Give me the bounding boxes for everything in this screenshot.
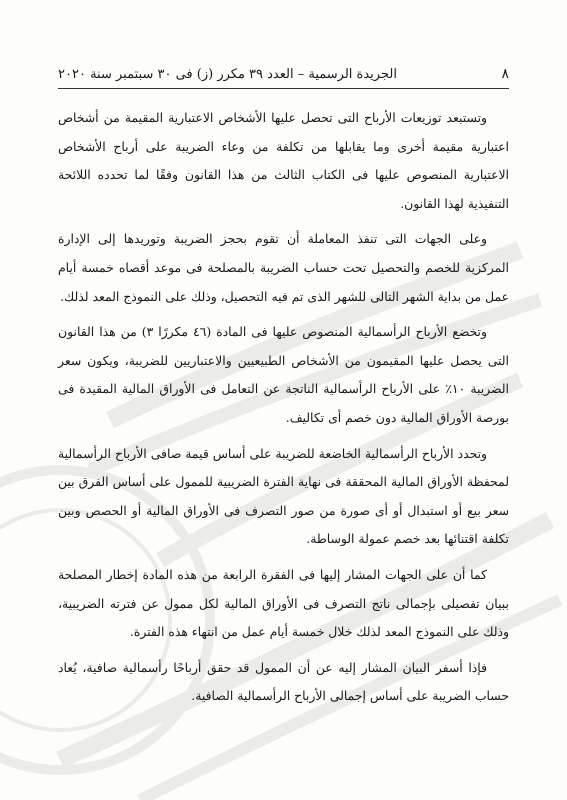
paragraph: فإذا أسفر البيان المشار إليه عن أن الممول قد حقق أرباحًا رأسمالية صافية، يُعاد حساب الضريبة على أساس إجمالى الأرباح الرأسمالية الصافية.: [58, 659, 509, 704]
paragraph: وتخضع الأرباح الرأسمالية المنصوص عليها فى المادة (٤٦ مكررًا ٣) من هذا القانون التى يحصل عليها المقيمون من الأشخاص الطبيعيين والاعتباريين للضريبة، ويكون سعر الضريبة ١٠٪ على الأرباح الرأسمالية الناتجة عن التعامل فى الأوراق المالية المقيدة فى بورصة الأوراق المالية دون خصم أى تكاليف.: [58, 324, 509, 425]
header-divider: [58, 88, 509, 89]
page-header: [58, 62, 509, 86]
paragraph: وتستبعد توزيعات الأرباح التى تحصل عليها الأشخاص الاعتبارية المقيمة من أشخاص اعتبارية مقيمة أخرى وما يقابلها من تكلفة من وعاء الضريبة على أرباح الأشخاص الاعتبارية المنصوص عليها فى الكتاب الثالث من هذا القانون وفقًا لما تحدده اللائحة التنفيذية لهذا القانون.: [58, 110, 509, 211]
paragraph: وعلى الجهات التى تنفذ المعاملة أن تقوم بحجز الضريبة وتوريدها إلى الإدارة المركزية للخصم والتحصيل تحت حساب الضريبة بالمصلحة فى موعد أقصاه خمسة أيام عمل من بداية الشهر التالى للشهر الذى تم فيه التحصيل، وذلك على النموذج المعد لذلك.: [58, 231, 509, 304]
gazette-title: الجريدة الرسمية – العدد ٣٩ مكرر (ز) فى ٣٠ سبتمبر سنة ٢٠٢٠: [58, 66, 397, 82]
paragraph: كما أن على الجهات المشار إليها فى الفقرة الرابعة من هذه المادة إخطار المصلحة ببيان تفصيلى بإجمالى ناتج التصرف فى الأوراق المالية لكل ممول عن فترته الضريبية، وذلك على النموذج المعد لذلك خلال خمسة أيام عمل من انتهاء هذه الفترة.: [58, 566, 509, 640]
page-number: ٨: [501, 66, 509, 82]
document-body: [58, 104, 509, 718]
paragraph: وتحدد الأرباح الرأسمالية الخاضعة للضريبة على أساس قيمة صافى الأرباح الرأسمالية لمحفظة الأوراق المالية المحققة فى نهاية الفترة الضريبية للممول على أساس الفرق بين سعر بيع أو استبدال أو أى صورة من صور التصرف فى الأوراق المالية أو الحصص وبين تكلفة اقتنائها بعد خصم عمولة الوساطة.: [58, 445, 509, 547]
